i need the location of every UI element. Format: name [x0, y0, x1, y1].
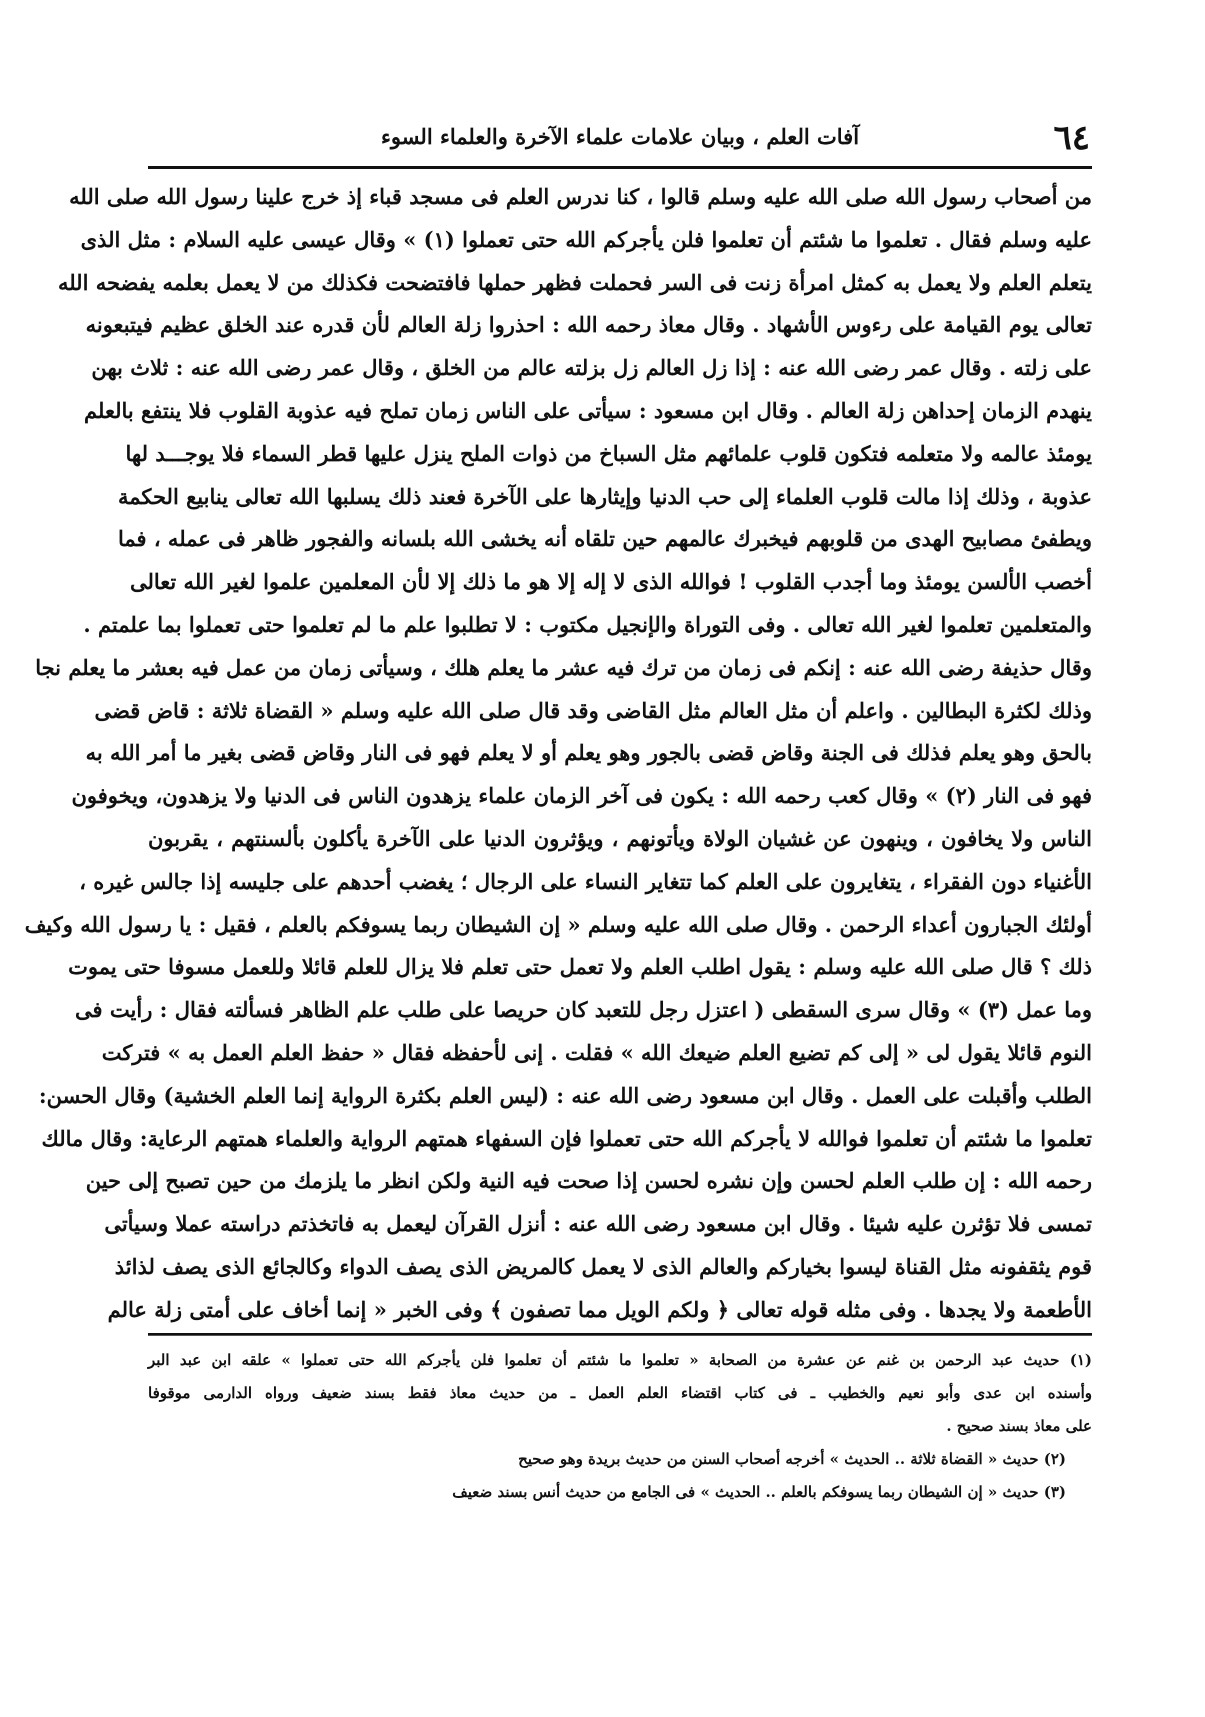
- text-line: تعلموا ما شئتم أن تعلموا فوالله لا يأجركم الله حتى تعملوا فإن السفهاء همتهم الرواية والعلماء همتهم الرعاية: وقال مالك: [41, 1125, 1092, 1151]
- footnotes: [148, 1344, 1092, 1509]
- text-line: والمتعلمين تعلموا لغير الله تعالى . وفى التوراة والإنجيل مكتوب : لا تطلبوا علم ما لم تعلموا حتى تعملوا بما علمتم .: [83, 611, 1092, 637]
- text-line: رحمه الله : إن طلب العلم لحسن وإن نشره لحسن إذا صحت فيه النية ولكن انظر ما يلزمك من حين تصبح إلى حين: [85, 1168, 1092, 1194]
- footnote-3: (٣) حديث « إن الشيطان ربما يسوفكم بالعلم .. الحديث » فى الجامع من حديث أنس بسند ضعيف: [452, 1483, 1066, 1501]
- text-line: قوم يثقفونه مثل القناة ليسوا بخياركم والعالم الذى لا يعمل كالمريض الذى يصف الدواء وكالجائع الذى يصف لذائذ: [114, 1253, 1092, 1279]
- text-line: أخصب الألسن يومئذ وما أجدب القلوب ! فوالله الذى لا إله إلا هو ما ذلك إلا لأن المعلمين علموا لغير الله تعالى: [129, 569, 1092, 595]
- text-line: من أصحاب رسول الله صلى الله عليه وسلم قالوا ، كنا ندرس العلم فى مسجد قباء إذ خرج علينا رسول الله صلى الله: [69, 184, 1092, 209]
- text-line: الطلب وأقبلت على العمل . وقال ابن مسعود رضى الله عنه : (ليس العلم بكثرة الرواية إنما العلم الخشية) وقال الحسن:: [38, 1082, 1092, 1108]
- footnote-1-end: على معاذ بسند صحيح .: [946, 1417, 1092, 1435]
- text-line: وذلك لكثرة البطالين . واعلم أن مثل العالم مثل القاضى وقد قال صلى الله عليه وسلم « القضاة ثلاثة : قاض قضى: [94, 697, 1092, 723]
- text-line: وما عمل (٣) » وقال سرى السقطى ( اعتزل رجل للتعبد كان حريصا على طلب علم الظاهر فسألته فقال : رأيت فى: [75, 997, 1092, 1023]
- page-header: [150, 118, 1090, 162]
- text-line: النوم قائلا يقول لى « إلى كم تضيع العلم ضيعك الله » فقلت . إنى لأحفظه فقال « حفظ العلم العمل به » فتركت: [101, 1039, 1092, 1065]
- header-rule: [148, 166, 1092, 169]
- footnote-1-cont: وأسنده ابن عدى وأبو نعيم والخطيب ـ فى كتاب اقتضاء العلم العمل ـ من حديث معاذ فقط بسند ضعيف ورواه الدارمى موقوفا: [148, 1384, 1092, 1402]
- main-text: [24, 176, 1092, 1332]
- text-line: ينهدم الزمان إحداهن زلة العالم . وقال ابن مسعود : سيأتى على الناس زمان تملح فيه عذوبة القلوب فلا ينتفع بالعلم: [84, 397, 1092, 423]
- text-line: فهو فى النار (٢) » وقال كعب رحمه الله : يكون فى آخر الزمان علماء يزهدون الناس فى الدنيا ولا يزهدون، ويخوفون: [71, 783, 1092, 809]
- text-line: عذوبة ، وذلك إذا مالت قلوب العلماء إلى حب الدنيا وإيثارها على الآخرة فعند ذلك يسلبها الله تعالى ينابيع الحكمة: [118, 483, 1092, 509]
- text-line: أولئك الجبارون أعداء الرحمن . وقال صلى الله عليه وسلم « إن الشيطان ربما يسوفكم بالعلم ، فقيل : يا رسول الله وكيف: [24, 911, 1092, 937]
- footnote-1: (١) حديث عبد الرحمن بن غنم عن عشرة من الصحابة « تعلموا ما شئتم أن تعلموا فلن يأجركم الله حتى تعملوا » علقه ابن عبد البر: [148, 1351, 1092, 1369]
- text-line: تعالى يوم القيامة على رءوس الأشهاد . وقال معاذ رحمه الله : احذروا زلة العالم لأن قدره عند الخلق عظيم فيتبعونه: [85, 312, 1092, 338]
- text-line: ذلك ؟ قال صلى الله عليه وسلم : يقول اطلب العلم ولا تعمل حتى تعلم فلا يزال للعلم قائلا وللعمل مسوفا حتى يموت: [68, 954, 1092, 980]
- text-line: ويطفئ مصابيح الهدى من قلوبهم فيخبرك عالمهم حين تلقاه أنه يخشى الله بلسانه والفجور ظاهر فى عمله ، فما: [117, 526, 1092, 552]
- text-line: وقال حذيفة رضى الله عنه : إنكم فى زمان من ترك فيه عشر ما يعلم هلك ، وسيأتى زمان من عمل فيه بعشر ما يعلم نجا: [35, 654, 1092, 680]
- text-line: الأغنياء دون الفقراء ، يتغايرون على العلم كما تتغاير النساء على الرجال ؛ يغضب أحدهم على جليسه إذا جالس غيره ،: [79, 868, 1092, 894]
- text-line: الناس ولا يخافون ، وينهون عن غشيان الولاة ويأتونهم ، ويؤثرون الدنيا على الآخرة يأكلون بألسنتهم ، يقربون: [148, 825, 1092, 851]
- running-title: آفات العلم ، وبيان علامات علماء الآخرة والعلماء السوء: [380, 124, 860, 149]
- page-number: ٦٤: [1053, 118, 1090, 158]
- text-line: تمسى فلا تؤثرن عليه شيئا . وقال ابن مسعود رضى الله عنه : أنزل القرآن ليعمل به فاتخذتم دراسته عملا وسيأتى: [104, 1211, 1092, 1237]
- text-line: الأطعمة ولا يجدها . وفى مثله قوله تعالى ﴿ ولكم الويل مما تصفون ﴾ وفى الخبر « إنما أخاف على أمتى زلة عالم: [107, 1296, 1092, 1322]
- text-line: يتعلم العلم ولا يعمل به كمثل امرأة زنت فى السر فحملت فظهر حملها فافتضحت فكذلك من لا يعمل بعلمه يفضحه الله: [57, 269, 1092, 295]
- text-line: يومئذ عالمه ولا متعلمه فتكون قلوب علمائهم مثل السباخ من ذوات الملح ينزل عليها قطر السماء فلا يوجـــد لها: [125, 440, 1092, 466]
- text-line: على زلته . وقال عمر رضى الله عنه : إذا زل العالم زل بزلته عالم من الخلق ، وقال عمر رضى الله عنه : ثلاث بهن: [91, 355, 1092, 381]
- text-line: بالحق وهو يعلم فذلك فى الجنة وقاض قضى بالجور وهو يعلم أو لا يعلم فهو فى النار وقاض قضى بغير ما أمر الله به: [85, 740, 1092, 766]
- text-line: عليه وسلم فقال . تعلموا ما شئتم أن تعلموا فلن يأجركم الله حتى تعملوا (١) » وقال عيسى عليه السلام : مثل الذى: [80, 226, 1092, 252]
- footnote-rule: [148, 1333, 1092, 1336]
- footnote-2: (٢) حديث « القضاة ثلاثة .. الحديث » أخرجه أصحاب السنن من حديث بريدة وهو صحيح: [518, 1450, 1066, 1468]
